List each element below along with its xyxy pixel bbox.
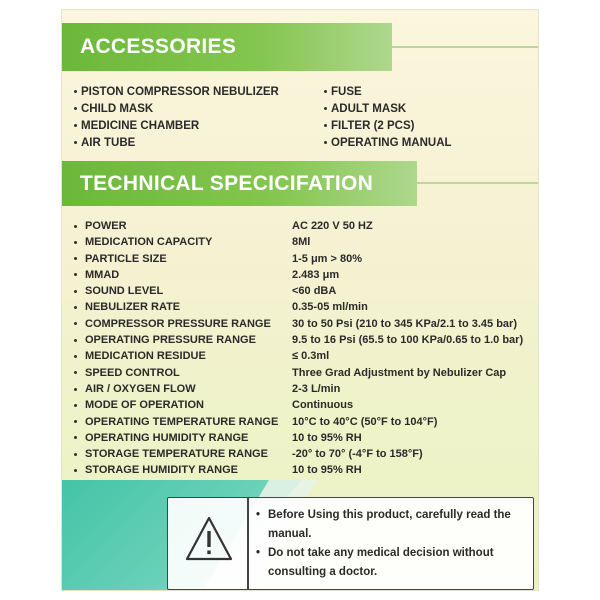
accessories-list bbox=[74, 84, 534, 152]
warning-item: • Before Using this product, carefully read the manual. bbox=[256, 509, 511, 540]
technical-banner bbox=[62, 161, 417, 206]
table-row: PARTICLE SIZE 1-5 μm > 80% bbox=[74, 251, 536, 267]
table-row: AIR / OXYGEN FLOW 2-3 L/min bbox=[74, 381, 536, 397]
table-row: OPERATING PRESSURE RANGE 9.5 to 16 Psi (65.5 to 100 KPa/0.65 to 1.0 bar) bbox=[74, 332, 536, 348]
table-row: NEBULIZER RATE 0.35-05 ml/min bbox=[74, 299, 536, 315]
list-item: CHILD MASK bbox=[74, 101, 324, 118]
accessories-banner bbox=[62, 23, 392, 71]
list-item: FUSE bbox=[324, 84, 524, 101]
list-item: ADULT MASK bbox=[324, 101, 524, 118]
accessories-title: ACCESSORIES bbox=[80, 35, 237, 58]
warning-divider bbox=[247, 498, 249, 589]
table-row: SPEED CONTROL Three Grad Adjustment by Nebulizer Cap bbox=[74, 365, 536, 381]
list-item: PISTON COMPRESSOR NEBULIZER bbox=[74, 84, 324, 101]
table-row: MODE OF OPERATION Continuous bbox=[74, 397, 536, 413]
list-item: AIR TUBE bbox=[74, 135, 324, 152]
table-row: MEDICATION RESIDUE ≤ 0.3ml bbox=[74, 348, 536, 364]
list-item: OPERATING MANUAL bbox=[324, 135, 524, 152]
table-row: STORAGE HUMIDITY RANGE 10 to 95% RH bbox=[74, 462, 536, 478]
warning-item: • Do not take any medical decision without consulting a doctor. bbox=[256, 547, 494, 578]
warning-text bbox=[256, 506, 526, 582]
table-row: MMAD 2.483 μm bbox=[74, 267, 536, 283]
accessories-rule bbox=[392, 46, 538, 48]
technical-title: TECHNICAL SPECICIFATION bbox=[80, 171, 374, 195]
product-box-panel bbox=[62, 10, 538, 590]
technical-rule bbox=[417, 182, 538, 184]
table-row: MEDICATION CAPACITY 8Ml bbox=[74, 234, 536, 250]
list-item: FILTER (2 PCS) bbox=[324, 118, 524, 135]
warning-box bbox=[167, 497, 534, 590]
table-row: OPERATING TEMPERATURE RANGE 10°C to 40°C (50°F to 104°F) bbox=[74, 414, 536, 430]
table-row: POWER AC 220 V 50 HZ bbox=[74, 218, 536, 234]
spec-table bbox=[74, 218, 536, 479]
table-row: STORAGE TEMPERATURE RANGE -20° to 70° (-4°F to 158°F) bbox=[74, 446, 536, 462]
table-row: COMPRESSOR PRESSURE RANGE 30 to 50 Psi (210 to 345 KPa/2.1 to 3.45 bar) bbox=[74, 316, 536, 332]
table-row: OPERATING HUMIDITY RANGE 10 to 95% RH bbox=[74, 430, 536, 446]
list-item: MEDICINE CHAMBER bbox=[74, 118, 324, 135]
table-row: SOUND LEVEL <60 dBA bbox=[74, 283, 536, 299]
warning-triangle-icon bbox=[184, 514, 234, 564]
